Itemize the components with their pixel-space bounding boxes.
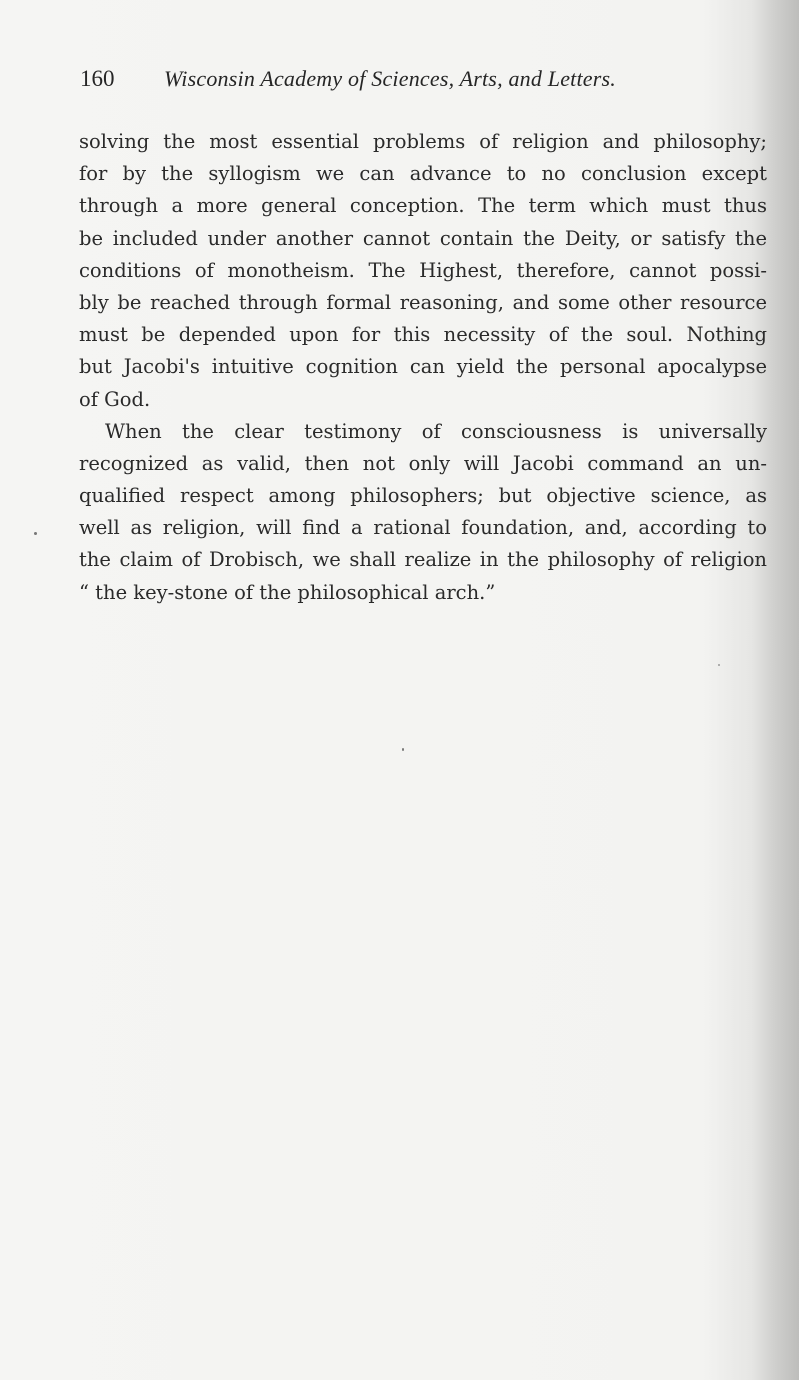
text-line: recognized as valid, then not only will Jacobi command an un- xyxy=(79,451,767,475)
text-line: solving the most essential problems of religion and philosophy; xyxy=(79,130,767,153)
body-text xyxy=(79,126,767,609)
text-line: bly be reached through formal reasoning, and some other resource xyxy=(79,290,767,314)
text-line: the claim of Drobisch, we shall realize in the philosophy of religion xyxy=(79,548,767,572)
paper-speck xyxy=(402,748,404,751)
text-line: but Jacobi's intuitive cognition can yield the personal apocalypse xyxy=(79,355,767,379)
paragraph xyxy=(79,126,767,416)
text-line: well as religion, will find a rational foundation, and, according to xyxy=(79,516,767,540)
text-line: qualified respect among philosophers; but objective science, as xyxy=(79,484,767,508)
text-line: of God. xyxy=(79,387,151,411)
text-line: conditions of monotheism. The Highest, therefore, cannot possi- xyxy=(79,258,767,282)
page-number: 160 xyxy=(80,66,115,91)
text-line: be included under another cannot contain the Deity, or satisfy the xyxy=(79,226,767,250)
paper-speck xyxy=(34,532,37,535)
paper-speck xyxy=(718,664,720,666)
text-line: When the clear testimony of consciousness is universally xyxy=(105,419,767,443)
paragraph xyxy=(79,416,767,609)
page-header xyxy=(80,66,720,100)
text-line: for by the syllogism we can advance to no conclusion except xyxy=(79,162,767,186)
text-line: “ the key-stone of the philosophical arch.” xyxy=(79,580,496,604)
text-line: must be depended upon for this necessity of the soul. Nothing xyxy=(79,323,767,347)
text-line: through a more general conception. The term which must thus xyxy=(79,194,767,218)
running-title: Wisconsin Academy of Sciences, Arts, and Letters. xyxy=(164,66,616,91)
